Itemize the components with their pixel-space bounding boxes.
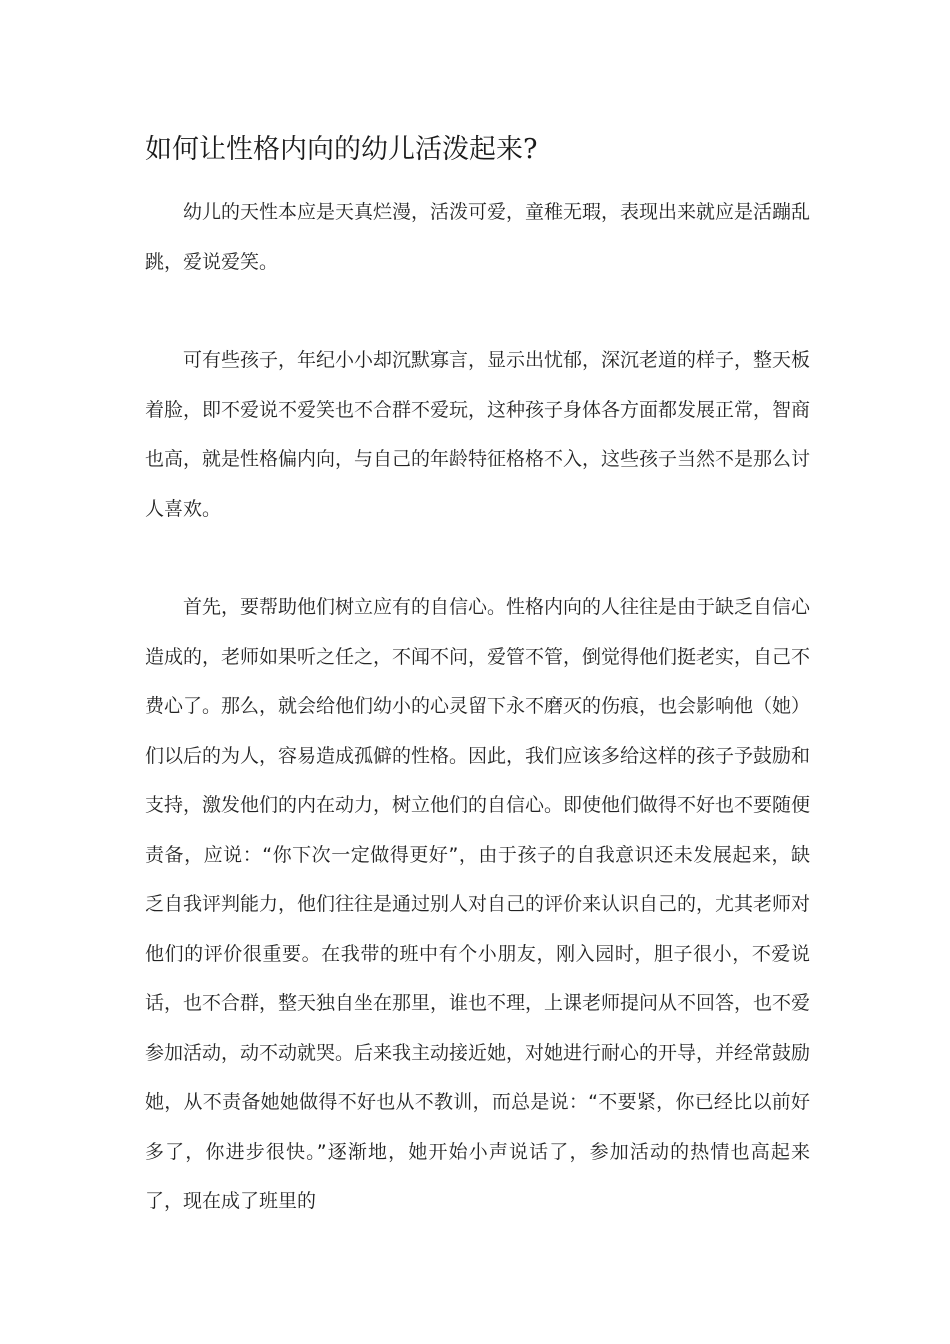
paragraph-1: 幼儿的天性本应是天真烂漫，活泼可爱，童稚无瑕，表现出来就应是活蹦乱跳，爱说爱笑。 [145, 201, 811, 273]
paragraph-3: 首先，要帮助他们树立应有的自信心。性格内向的人往往是由于缺乏自信心造成的，老师如果听之任之，不闻不问，爱管不管，倒觉得他们挺老实，自己不费心了。那么，就会给他们幼小的心灵留下永不磨灭的伤痕，也会影响他（她）们以后的为人，容易造成孤僻的性格。因此，我们应该多给这样的孩子予鼓励和支持，激发他们的内在动力，树立他们的自信心。即使他们做得不好也不要随便责备，应说：“你下次一定做得更好”，由于孩子的自我意识还未发展起来，缺乏自我评判能力，他们往往是通过别人对自己的评价来认识自己的，尤其老师对他们的评价很重要。在我带的班中有个小朋友，刚入园时，胆子很小，不爱说话，也不合群，整天独自坐在那里，谁也不理，上课老师提问从不回答，也不爱参加活动，动不动就哭。后来我主动接近她，对她进行耐心的开导，并经常鼓励她，从不责备她她做得不好也从不教训，而总是说：“不要紧，你已经比以前好多了，你进步很快。”逐渐地，她开始小声说话了，参加活动的热情也高起来了，现在成了班里的 [145, 596, 811, 1212]
document-title: 如何让性格内向的幼儿活泼起来? [145, 134, 538, 165]
paragraph-2: 可有些孩子，年纪小小却沉默寡言，显示出忧郁，深沉老道的样子，整天板着脸，即不爱说不爱笑也不合群不爱玩，这种孩子身体各方面都发展正常，智商也高，就是性格偏内向，与自己的年龄特征格格不入，这些孩子当然不是那么讨人喜欢。 [145, 349, 811, 520]
